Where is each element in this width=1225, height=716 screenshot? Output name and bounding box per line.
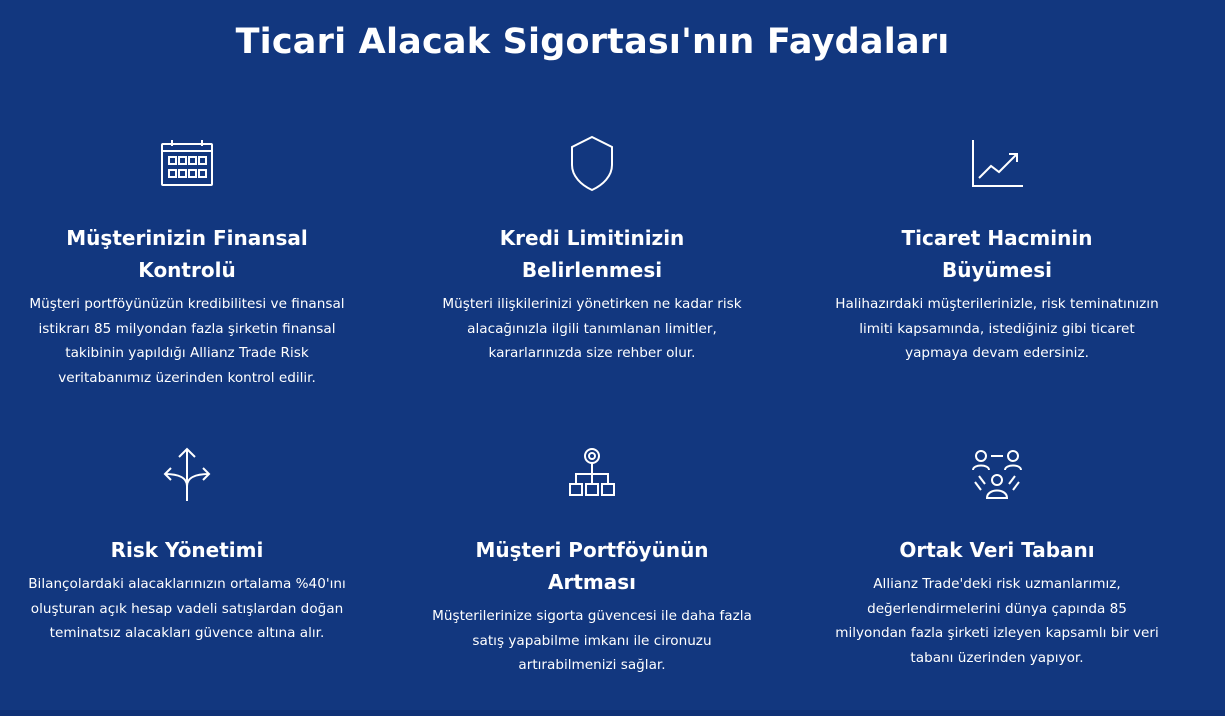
benefit-card-credit-limit bbox=[427, 134, 757, 366]
benefit-title: Ortak Veri Tabanı bbox=[899, 538, 1095, 562]
benefit-title: Kredi Limitinizin Belirlenmesi bbox=[499, 226, 685, 282]
growth-chart-icon bbox=[967, 134, 1027, 194]
benefit-card-portfolio-growth bbox=[427, 444, 757, 678]
shield-icon bbox=[562, 134, 622, 194]
benefit-title: Müşteri Portföyünün Artması bbox=[475, 538, 709, 594]
benefit-card-risk-management bbox=[22, 444, 352, 646]
benefit-title: Müşterinizin Finansal Kontrolü bbox=[66, 226, 308, 282]
org-chart-icon bbox=[562, 444, 622, 504]
benefit-text: Müşteri ilişkilerinizi yönetirken ne kadar risk alacağınızla ilgili tanımlanan limitler, kararlarınızda size rehber olur. bbox=[442, 296, 742, 361]
benefit-card-shared-database bbox=[832, 444, 1162, 670]
people-network-icon bbox=[967, 444, 1027, 504]
calendar-icon bbox=[157, 134, 217, 194]
benefit-text: Müşterilerinize sigorta güvencesi ile daha fazla satış yapabilme imkanı ile cironuzu artırabilmenizi sağlar. bbox=[432, 608, 752, 673]
benefit-text: Allianz Trade'deki risk uzmanlarımız, değerlendirmelerini dünya çapında 85 milyondan fazla şirketi izleyen kapsamlı bir veri tabanı üzerinden yapıyor. bbox=[835, 576, 1159, 666]
split-arrows-icon bbox=[157, 444, 217, 504]
benefit-title: Ticaret Hacminin Büyümesi bbox=[901, 226, 1093, 282]
benefit-title: Risk Yönetimi bbox=[110, 538, 264, 562]
page-title: Ticari Alacak Sigortası'nın Faydaları bbox=[235, 22, 950, 62]
footer-edge bbox=[0, 710, 1225, 716]
benefit-card-financial-control bbox=[22, 134, 352, 390]
benefit-card-trade-growth bbox=[832, 134, 1162, 366]
benefit-text: Bilançolardaki alacaklarınızın ortalama %40'ını oluşturan açık hesap vadeli satışlardan doğan teminatsız alacakları güvence altına alır. bbox=[28, 576, 346, 641]
benefit-text: Halihazırdaki müşterilerinizle, risk teminatınızın limiti kapsamında, istediğiniz gibi ticaret yapmaya devam edersiniz. bbox=[835, 296, 1159, 361]
benefit-text: Müşteri portföyünüzün kredibilitesi ve finansal istikrarı 85 milyondan fazla şirketin finansal takibinin yapıldığı Allianz Trade Risk veritabanımız üzerinden kontrol edilir. bbox=[29, 296, 345, 386]
